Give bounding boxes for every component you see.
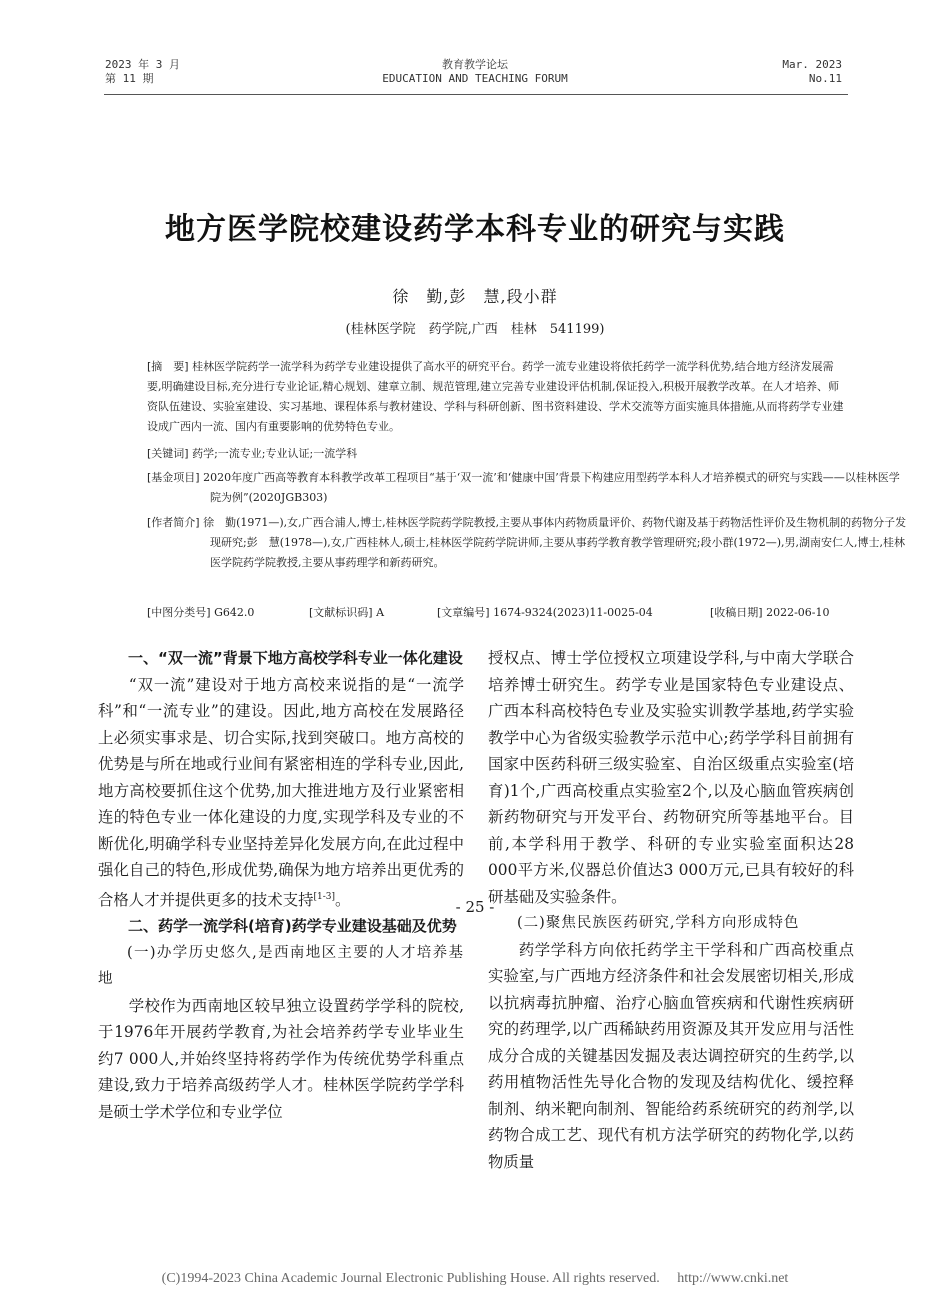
header-divider	[104, 94, 848, 95]
fund-block	[147, 468, 910, 508]
copyright-footer: (C)1994-2023 China Academic Journal Electronic Publishing House. All rights reserved. http://www.cnki.net	[161, 1271, 789, 1286]
clc-value: G642.0	[214, 606, 255, 619]
header-date: 2023 年 3 月	[105, 58, 180, 71]
paragraph-text: “双一流”建设对于地方高校来说指的是“一流学科”和“一流专业”的建设。因此,地方高校在发展路径上必须实事求是、切合实际,找到突破口。地方高校的优势是与所在地或行业间有紧密相连的学科专业,因此,地方高校要抓住这个优势,加大推进地方及行业紧密相连的特色专业一体化建设的力度,实现学科及专业的不断优化,明确学科专业坚持差异化发展方向,在此过程中强化自己的特色,形成优势,确保为地方培养出更优秀的合格人才并提供更多的技术支持	[98, 675, 464, 909]
section-heading-2: 二、药学一流学科(培育)药学专业建设基础及优势	[128, 917, 457, 936]
paragraph-end: 。	[335, 890, 351, 909]
keywords-block	[147, 444, 847, 464]
fund-text: 2020年度广西高等教育本科教学改革工程项目“基于‘双一流’和‘健康中国’背景下构建应用型药学本科人才培养模式的研究与实践——以桂林医学院为例”(2020JGB303)	[203, 471, 900, 504]
received-date	[710, 603, 830, 623]
author-bio-label: [作者简介]	[147, 516, 200, 529]
paper-authors: 徐 勤,彭 慧,段小群	[392, 287, 558, 306]
clc-number	[147, 603, 254, 623]
subsection-heading-2: (二)聚焦民族医药研究,学科方向形成特色	[517, 915, 800, 931]
journal-date-issue-en	[782, 58, 842, 86]
received-value: 2022-06-10	[766, 606, 830, 619]
doc-label: [文献标识码]	[309, 606, 373, 619]
left-column	[98, 645, 464, 1125]
paragraph: 学校作为西南地区较早独立设置药学学科的院校,于1976年开展药学教育,为社会培养药学专业毕业生约7 000人,并始终坚持将药学作为传统优势学科重点建设,致力于培养高级药学人才。桂林医学院药学学科是硕士学术学位和专业学位	[98, 996, 464, 1121]
paper-affiliation: (桂林医学院 药学院,广西 桂林 541199)	[345, 322, 605, 337]
doc-value: A	[376, 606, 385, 619]
section-heading-1: 一、“双一流”背景下地方高校学科专业一体化建设	[128, 649, 463, 667]
paper-title: 地方医学院校建设药学本科专业的研究与实践	[165, 212, 785, 247]
keywords-text: 药学;一流专业;专业认证;一流学科	[192, 447, 358, 460]
clc-label: [中图分类号]	[147, 606, 211, 619]
header-date-en: Mar. 2023	[782, 58, 842, 71]
fund-label: [基金项目]	[147, 471, 200, 484]
page-number: - 25 -	[455, 898, 495, 916]
abstract-text: 桂林医学院药学一流学科为药学专业建设提供了高水平的研究平台。药学一流专业建设将依托药学一流学科优势,结合地方经济发展需要,明确建设目标,充分进行专业论证,精心规划、建章立制、规范管理,建立完善专业建设评估机制,保证投入,积极开展教学改革。在人才培养、师资队伍建设、实验室建设、实习基地、课程体系与教材建设、学科与科研创新、图书资料建设、学术交流等方面实施具体措施,从而将药学专业建设成广西内一流、国内有重要影响的优势特色专业。	[147, 360, 844, 433]
article-number	[437, 603, 653, 623]
header-issue-en: No.11	[808, 72, 842, 85]
received-label: [收稿日期]	[710, 606, 763, 619]
paragraph-continued: 授权点、博士学位授权立项建设学科,与中南大学联合培养博士研究生。药学专业是国家特色专业建设点、广西本科高校特色专业及实验实训教学基地,药学实验教学中心为省级实验教学示范中心;药学学科目前拥有国家中医药科研三级实验室、自治区级重点实验室(培育)1个,广西高校重点实验室2个,以及心脑血管疾病创新药物研究与开发平台、药物研究所等基地平台。目前,本学科用于教学、科研的专业实验室面积达28 000平方米,仪器总价值达3 000万元,已具有较好的科研基础及实验条件。	[488, 649, 854, 906]
document-code	[309, 603, 384, 623]
article-value: 1674-9324(2023)11-0025-04	[493, 606, 653, 619]
citation-ref: [1-3]	[313, 891, 335, 902]
author-bio-text: 徐 勤(1971—),女,广西合浦人,博士,桂林医学院药学院教授,主要从事体内药物质量评价、药物代谢及基于药物活性评价及生物机制的药物分子发现研究;彭 慧(1978—),女,广西桂林人,硕士,桂林医学院药学院讲师,主要从事药学教育教学管理研究;段小群(1972—),男,湖南安仁人,博士,桂林医学院药学院教授,主要从事药理学和新药研究。	[203, 516, 907, 569]
subsection-heading-1: (一)办学历史悠久,是西南地区主要的人才培养基地	[98, 944, 464, 988]
header-journal-cn: 教育教学论坛	[442, 58, 508, 71]
keywords-label: [关键词]	[147, 447, 189, 460]
header-issue: 第 11 期	[105, 72, 154, 85]
abstract-block	[147, 357, 847, 437]
article-label: [文章编号]	[437, 606, 490, 619]
author-bio-block	[147, 513, 910, 573]
header-journal-en: EDUCATION AND TEACHING FORUM	[382, 72, 568, 85]
abstract-label: [摘 要]	[147, 360, 189, 373]
paragraph	[98, 672, 464, 914]
paragraph: 药学学科方向依托药学主干学科和广西高校重点实验室,与广西地方经济条件和社会发展密切相关,形成以抗病毒抗肿瘤、治疗心脑血管疾病和代谢性疾病研究的药理学,以广西稀缺药用资源及其开发应用与活性成分合成的关键基因发掘及表达调控研究的生药学,以药用植物活性先导化合物的发现及结构优化、缓控释制剂、纳米靶向制剂、智能给药系统研究的药剂学,以药物合成工艺、现代有机方法学研究的药物化学,以药物质量	[488, 940, 854, 1171]
